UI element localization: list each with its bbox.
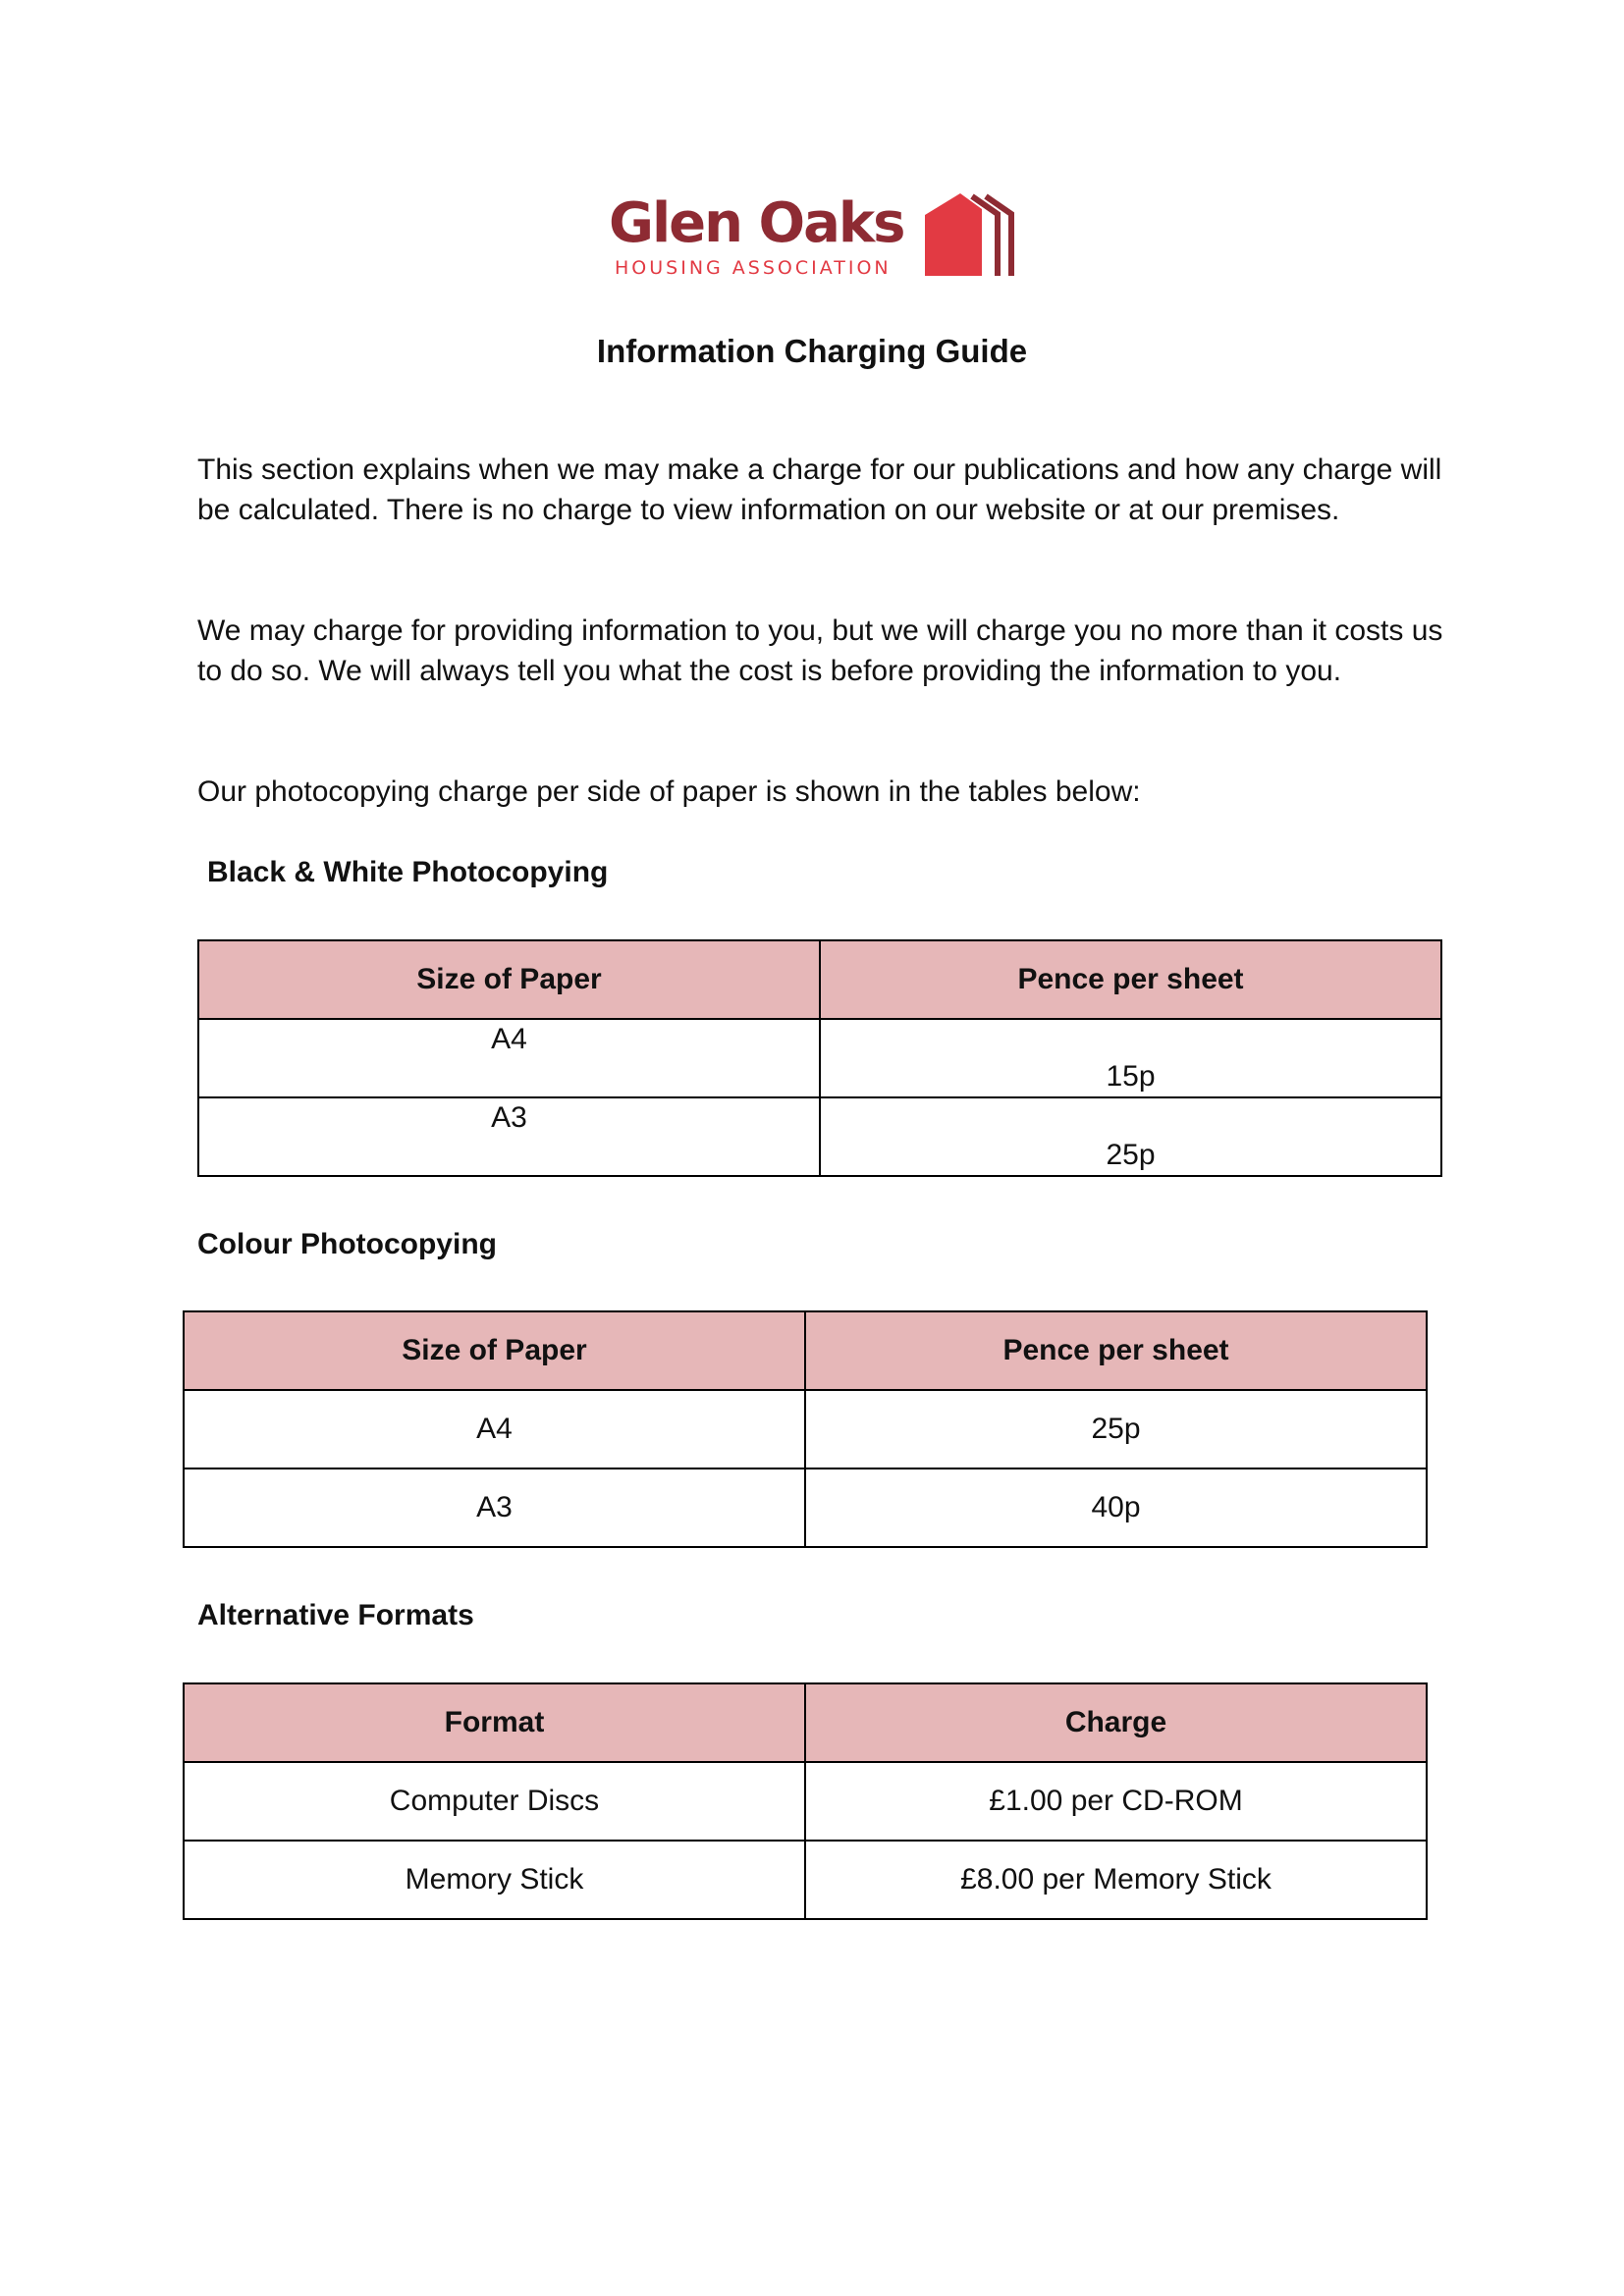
- table-row: [198, 1019, 1441, 1097]
- glen-oaks-logo: [609, 191, 1021, 290]
- column-header: Size of Paper: [184, 1311, 805, 1390]
- table-cell: A3: [184, 1468, 805, 1547]
- column-header: Size of Paper: [198, 940, 820, 1019]
- logo-name: Glen Oaks: [609, 191, 904, 255]
- table-row: [184, 1468, 1427, 1547]
- table-cell: £8.00 per Memory Stick: [805, 1841, 1427, 1919]
- table-cell: 25p: [820, 1097, 1441, 1176]
- charge-paragraph: We may charge for providing information to you, but we will charge you no more than it costs us to do so. We will always tell you what the cost is before providing the information to you.: [197, 614, 1443, 687]
- table-cell: A4: [184, 1390, 805, 1468]
- table-row: [198, 1097, 1441, 1176]
- table-cell: 25p: [805, 1390, 1427, 1468]
- column-header: Pence per sheet: [805, 1311, 1427, 1390]
- table-row: [184, 1762, 1427, 1841]
- table-cell: A4: [198, 1019, 820, 1097]
- intro-paragraph: This section explains when we may make a charge for our publications and how any charge will be calculated. There is no charge to view information on our website or at our premises.: [197, 454, 1442, 526]
- table-row: [184, 1841, 1427, 1919]
- table-cell: 40p: [805, 1468, 1427, 1547]
- column-header: Format: [184, 1683, 805, 1762]
- bw-photocopying-heading: Black & White Photocopying: [207, 856, 609, 888]
- page-title: Information Charging Guide: [596, 333, 1028, 369]
- table-row: [184, 1390, 1427, 1468]
- house-icon: [923, 191, 1021, 276]
- column-header: Pence per sheet: [820, 940, 1441, 1019]
- table-cell: Computer Discs: [184, 1762, 805, 1841]
- colour-photocopying-heading: Colour Photocopying: [197, 1228, 497, 1260]
- logo-tagline: HOUSING ASSOCIATION: [615, 257, 892, 279]
- colour-photocopying-table: [183, 1310, 1428, 1548]
- alternative-formats-heading: Alternative Formats: [197, 1599, 474, 1631]
- bw-photocopying-table: [197, 939, 1442, 1177]
- table-cell: £1.00 per CD-ROM: [805, 1762, 1427, 1841]
- table-header-row: [184, 1683, 1427, 1762]
- table-header-row: [198, 940, 1441, 1019]
- table-header-row: [184, 1311, 1427, 1390]
- table-cell: A3: [198, 1097, 820, 1176]
- column-header: Charge: [805, 1683, 1427, 1762]
- tables-intro-paragraph: Our photocopying charge per side of paper is shown in the tables below:: [197, 775, 1141, 808]
- table-cell: 15p: [820, 1019, 1441, 1097]
- alternative-formats-table: [183, 1682, 1428, 1920]
- table-cell: Memory Stick: [184, 1841, 805, 1919]
